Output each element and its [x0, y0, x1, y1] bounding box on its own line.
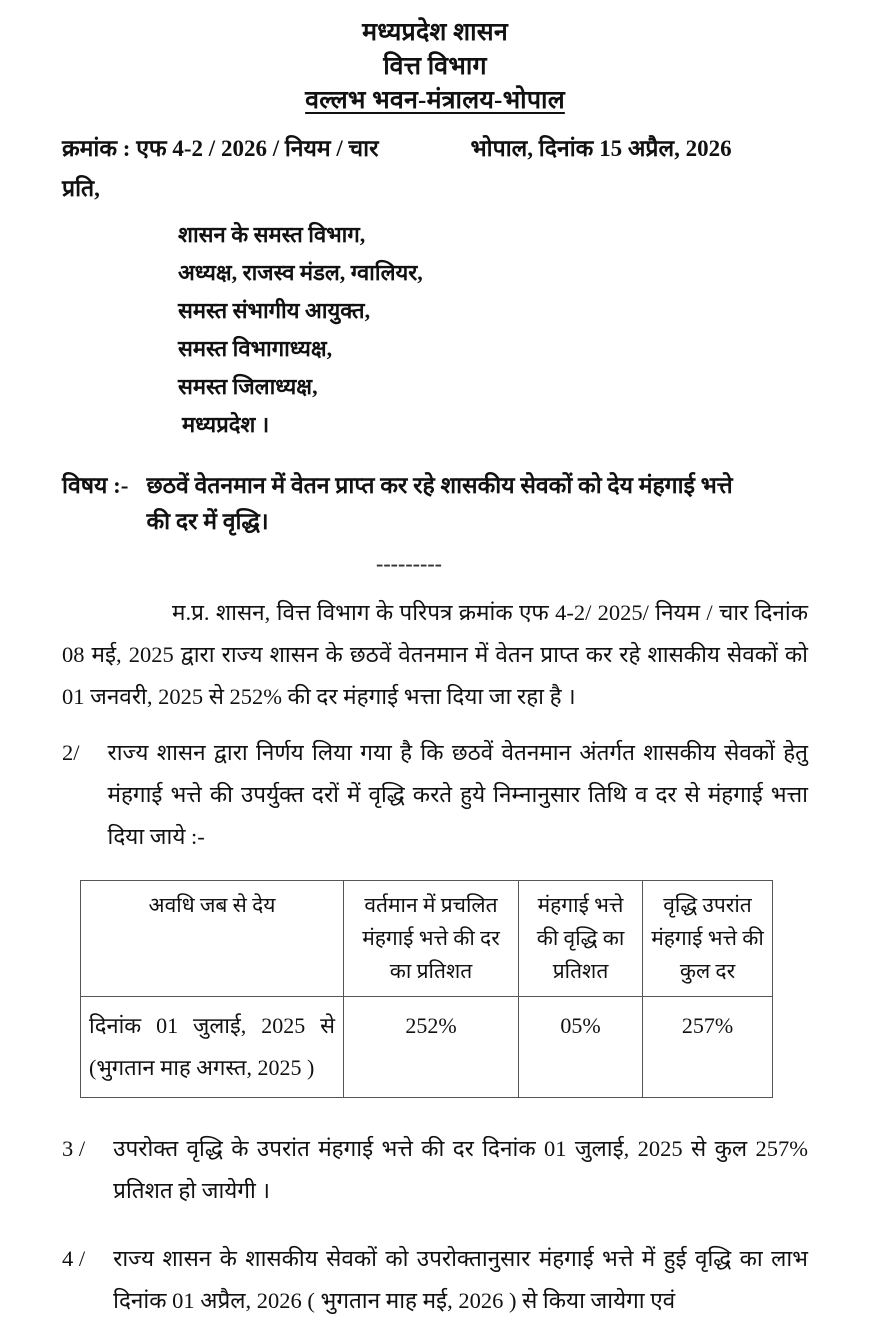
reference-row [0, 134, 870, 164]
paragraph-3-number: 3 / [62, 1136, 86, 1161]
paragraph-4-text: राज्य शासन के शासकीय सेवकों को उपरोक्तानुसार मंहगाई भत्ते में हुई वृद्धि का लाभ दिनांक 01 अप्रैल, 2026 ( भुगतान माह मई, 2026 ) से किया जायेगा एवं [113, 1246, 808, 1313]
column-header-current-rate: वर्तमान में प्रचलित मंहगाई भत्ते की दर का प्रतिशत [344, 881, 519, 997]
da-rate-table [80, 880, 773, 1098]
place-and-date: भोपाल, दिनांक 15 अप्रैल, 2026 [470, 136, 732, 161]
rate-table-container [0, 880, 870, 1098]
cell-period [81, 997, 344, 1098]
cell-period-line-2: (भुगतान माह अगस्त, 2025 ) [89, 1055, 315, 1080]
paragraph-4-number: 4 / [62, 1246, 86, 1271]
reference-number: क्रमांक : एफ 4-2 / 2026 / नियम / चार [62, 136, 379, 161]
addressee-item: मध्यप्रदेश । [182, 412, 270, 437]
subject-line [0, 468, 870, 540]
addressee-item: शासन के समस्त विभाग, [178, 222, 366, 247]
paragraph-3-text: उपरोक्त वृद्धि के उपरांत मंहगाई भत्ते की दर दिनांक 01 जुलाई, 2025 से कुल 257% प्रतिशत हो जायेगी । [113, 1136, 808, 1203]
government-name: मध्यप्रदेश शासन [362, 19, 508, 46]
letterhead [0, 0, 870, 118]
paragraph-2-number: 2/ [62, 740, 80, 765]
department-name: वित्त विभाग [383, 53, 487, 80]
document-body-lower [0, 1128, 870, 1322]
column-header-total-rate: वृद्धि उपरांत मंहगाई भत्ते की कुल दर [643, 881, 773, 997]
to-label: प्रति, [62, 176, 100, 201]
paragraph-1: म.प्र. शासन, वित्त विभाग के परिपत्र क्रमांक एफ 4-2/ 2025/ नियम / चार दिनांक 08 मई, 2025 द्वारा राज्य शासन के छठवें वेतनमान में वेतन प्राप्त कर रहे शासकीय सेवकों को 01 जनवरी, 2025 से 252% की दर मंहगाई भत्ता दिया जा रहा है । [62, 600, 808, 709]
subject-label: विषय :- [62, 473, 129, 498]
paragraph-4 [62, 1238, 808, 1322]
document-body [0, 592, 870, 858]
paragraph-2-text: राज्य शासन द्वारा निर्णय लिया गया है कि छठवें वेतनमान अंतर्गत शासकीय सेवकों हेतु मंहगाई भत्ते की उपर्युक्त दरों में वृद्धि करते हुये निम्नानुसार तिथि व दर से मंहगाई भत्ता दिया जाये :- [107, 740, 808, 849]
addressee-item: समस्त विभागाध्यक्ष, [178, 336, 333, 361]
cell-current-rate: 252% [344, 997, 519, 1098]
column-header-period: अवधि जब से देय [81, 881, 344, 997]
column-header-increase: मंहगाई भत्ते की वृद्धि का प्रतिशत [519, 881, 643, 997]
addressee-item: समस्त संभागीय आयुक्त, [178, 298, 371, 323]
cell-period-line-1: दिनांक 01 जुलाई, 2025 से [89, 1013, 335, 1038]
paragraph-3 [62, 1128, 808, 1212]
addressee-item: समस्त जिलाध्यक्ष, [178, 374, 318, 399]
section-divider: --------- [376, 551, 442, 576]
addressee-list [0, 216, 870, 444]
cell-increase: 05% [519, 997, 643, 1098]
table-row [81, 997, 773, 1098]
addressee-item: अध्यक्ष, राजस्व मंडल, ग्वालियर, [178, 260, 423, 285]
subject-text: छठवें वेतनमान में वेतन प्राप्त कर रहे शासकीय सेवकों को देय मंहगाई भत्ते की दर में वृद्धि। [146, 473, 733, 534]
table-header-row [81, 881, 773, 997]
office-address: वल्लभ भवन-मंत्रालय-भोपाल [305, 87, 565, 114]
cell-total-rate: 257% [643, 997, 773, 1098]
paragraph-2 [62, 732, 808, 858]
